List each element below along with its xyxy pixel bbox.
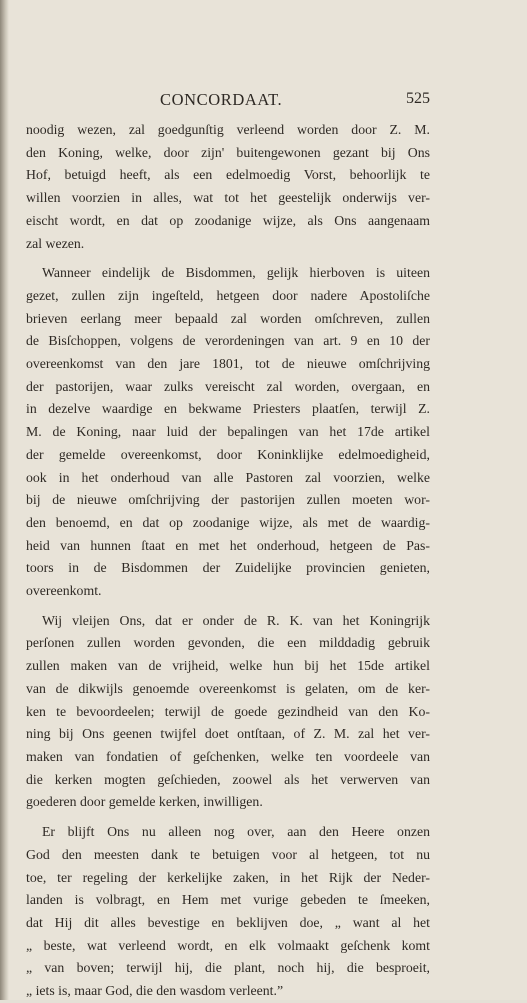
text-line: willen voorzien in alles, wat tot het geestelijk onderwijs ver- — [26, 190, 430, 206]
text-line: toors in de Bisdommen der Zuidelijke provincien genieten, — [26, 560, 430, 576]
text-line: van de dikwijls genoemde overeenkomst is gelaten, om de ker- — [26, 680, 430, 696]
page-gutter-shadow — [0, 0, 9, 1000]
text-line: ook in het onderhoud van alle Pastoren zal voorzien, welke — [26, 469, 430, 485]
text-line: den benoemd, en dat op zoodanige wijze, als met de waardig- — [26, 514, 430, 530]
paragraph — [26, 262, 430, 603]
text-line: „ van boven; terwijl hij, die plant, noch hij, die besproeit, — [26, 960, 430, 976]
text-line: M. de Koning, naar luid der bepalingen van het 17de artikel — [26, 424, 430, 440]
text-line: God den meesten dank te betuigen voor al hetgeen, tot nu — [26, 846, 430, 862]
paragraph — [26, 610, 430, 814]
text-line: overeenkomt. — [26, 583, 102, 599]
text-line: ning bij Ons geenen twijfel doet ontſtaan, of Z. M. zal het ver- — [26, 726, 430, 742]
text-line: Er blijft Ons nu alleen nog over, aan den Heere onzen — [42, 824, 430, 840]
text-line: die kerken mogten geſchieden, zoowel als het verwerven van — [26, 771, 430, 787]
text-line: de Bisſchoppen, volgens de verordeningen van art. 9 en 10 der — [26, 333, 430, 349]
text-line: gezet, zullen zijn ingeſteld, hetgeen door nadere Apostoliſche — [26, 287, 430, 303]
text-line: dat Hij dit alles bevestige en beklijven doe, „ want al het — [26, 914, 430, 930]
text-line: bij de nieuwe omſchrijving der pastorijen zullen moeten wor- — [26, 492, 430, 508]
text-line: ken te bevoordeelen; terwijl de goede gezindheid van den Ko- — [26, 703, 430, 719]
text-line: eischt wordt, en dat op zoodanige wijze, als Ons aangenaam — [26, 212, 430, 228]
paragraph — [26, 119, 430, 255]
text-line: der pastorijen, waar zulks vereischt zal worden, overgaan, en — [26, 378, 430, 394]
body-text — [26, 119, 430, 1003]
paragraph — [26, 821, 430, 1003]
text-line: in dezelve waardige en bekwame Priesters plaatſen, terwijl Z. — [26, 401, 430, 417]
running-title: CONCORDAAT. — [160, 90, 283, 109]
text-line: maken van fondatien of geſchenken, welke ten voordeele van — [26, 748, 430, 764]
running-header — [160, 90, 430, 112]
text-line: den Koning, welke, door zijn' buitengewonen gezant bij Ons — [26, 144, 430, 160]
text-line: „ iets is, maar God, die den wasdom verleent.” — [26, 983, 284, 999]
text-line: landen is volbragt, en Hem met vurige gebeden te ſmeeken, — [26, 892, 430, 908]
text-line: heid van hunnen ſtaat en met het onderhoud, hetgeen de Pas- — [26, 537, 430, 553]
text-line: noodig wezen, zal goedgunſtig verleend worden door Z. M. — [26, 122, 430, 137]
text-line: der gemelde overeenkomst, door Koninklijke edelmoedigheid, — [26, 446, 430, 462]
text-line: Wij vleijen Ons, dat er onder de R. K. van het Koningrijk — [42, 612, 430, 628]
text-line: goederen door gemelde kerken, inwilligen. — [26, 794, 263, 810]
text-line: Hof, betuigd heeft, als een edelmoedig Vorst, behoorlijk te — [26, 167, 430, 183]
text-line: zal wezen. — [26, 235, 85, 251]
text-line: toe, ter regeling der kerkelijke zaken, in het Rijk der Neder- — [26, 869, 430, 885]
text-line: „ beste, wat verleend wordt, en elk volmaakt geſchenk komt — [26, 937, 430, 953]
text-line: brieven eerlang meer bepaald zal worden omſchreven, zullen — [26, 310, 430, 326]
text-line: perſonen zullen worden gevonden, die een milddadig gebruik — [26, 635, 430, 651]
text-line: Wanneer eindelijk de Bisdommen, gelijk hierboven is uiteen — [42, 265, 430, 281]
text-line: zullen maken van de vrijheid, welke hun bij het 15de artikel — [26, 658, 430, 674]
page-number: 525 — [406, 90, 430, 107]
text-line: overeenkomst van den jare 1801, tot de nieuwe omſchrijving — [26, 356, 430, 372]
